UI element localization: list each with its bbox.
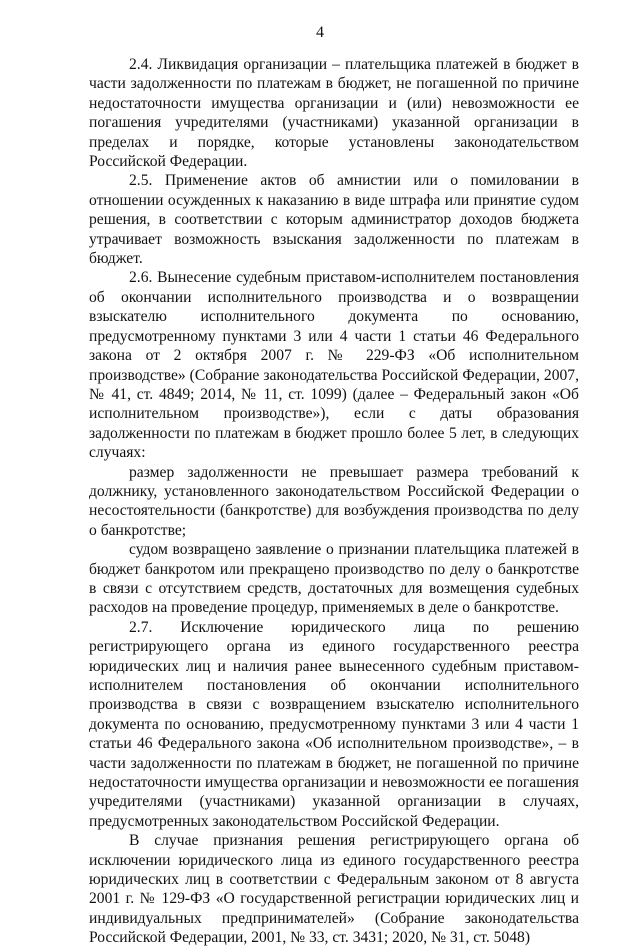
paragraph-2-7: 2.7. Исключение юридического лица по решению регистрирующего органа из единого государственного реестра юридических лиц и наличия ранее вынесенного судебным приставом-исполнителем постановления об окончании исполнительного производства в связи с возвращением взыскателю исполнительного документа по основанию, предусмотренному пунктами 3 или 4 части 1 статьи 46 Федерального закона «Об исполнительном производстве», – в части задолженности по платежам в бюджет, не погашенной по причине недостаточности имущества организации и невозможности ее погашения учредителями (участниками) указанной организации в случаях, предусмотренных законодательством Российской Федерации. [89,618,579,830]
paragraph-2-7-continuation: В случае признания решения регистрирующего органа об исключении юридического лица из единого государственного реестра юридических лиц в соответствии с Федеральным законом от 8 августа 2001 г. № 129-ФЗ «О государственной регистрации юридических лиц и индивидуальных предпринимателей» (Собрание законодательства Российской Федерации, 2001, № 33, ст. 3431; 2020, № 31, ст. 5048) [89,832,579,947]
paragraph-2-6: 2.6. Вынесение судебным приставом-исполнителем постановления об окончании исполнительного производства и о возвращении взыскателю исполнительного документа по основанию, предусмотренному пунктами 3 или 4 части 1 статьи 46 Федерального закона от 2 октября 2007 г. № 229-ФЗ «Об исполнительном производстве» (Собрание законодательства Российской Федерации, 2007, № 41, ст. 4849; 2014, № 11, ст. 1099) (далее – Федеральный закон «Об исполнительном производстве»), если с даты образования задолженности по платежам в бюджет прошло более 5 лет, в следующих случаях: [89,269,579,462]
page-number: 4 [316,24,324,41]
paragraph-2-6-case-2: судом возвращено заявление о признании плательщика платежей в бюджет банкротом или прекращено производство по делу о банкротстве в связи с отсутствием средств, достаточных для возмещения судебных расходов на проведение процедур, применяемых в деле о банкротстве. [89,541,579,617]
paragraph-2-6-case-1: размер задолженности не превышает размера требований к должнику, установленного законодательством Российской Федерации о несостоятельности (банкротстве) для возбуждения производства по делу о банкротстве; [89,463,579,539]
paragraph-2-4: 2.4. Ликвидация организации – плательщика платежей в бюджет в части задолженности по платежам в бюджет, не погашенной по причине недостаточности имущества организации и (или) невозможности ее погашения учредителями (участниками) указанной организации в пределах и порядке, которые установлены законодательством Российской Федерации. [89,56,579,171]
paragraph-2-5: 2.5. Применение актов об амнистии или о помиловании в отношении осужденных к наказанию в виде штрафа или принятие судом решения, в соответствии с которым администратор доходов бюджета утрачивает возможность взыскания задолженности по платежам в бюджет. [89,172,579,268]
document-body [89,55,579,948]
